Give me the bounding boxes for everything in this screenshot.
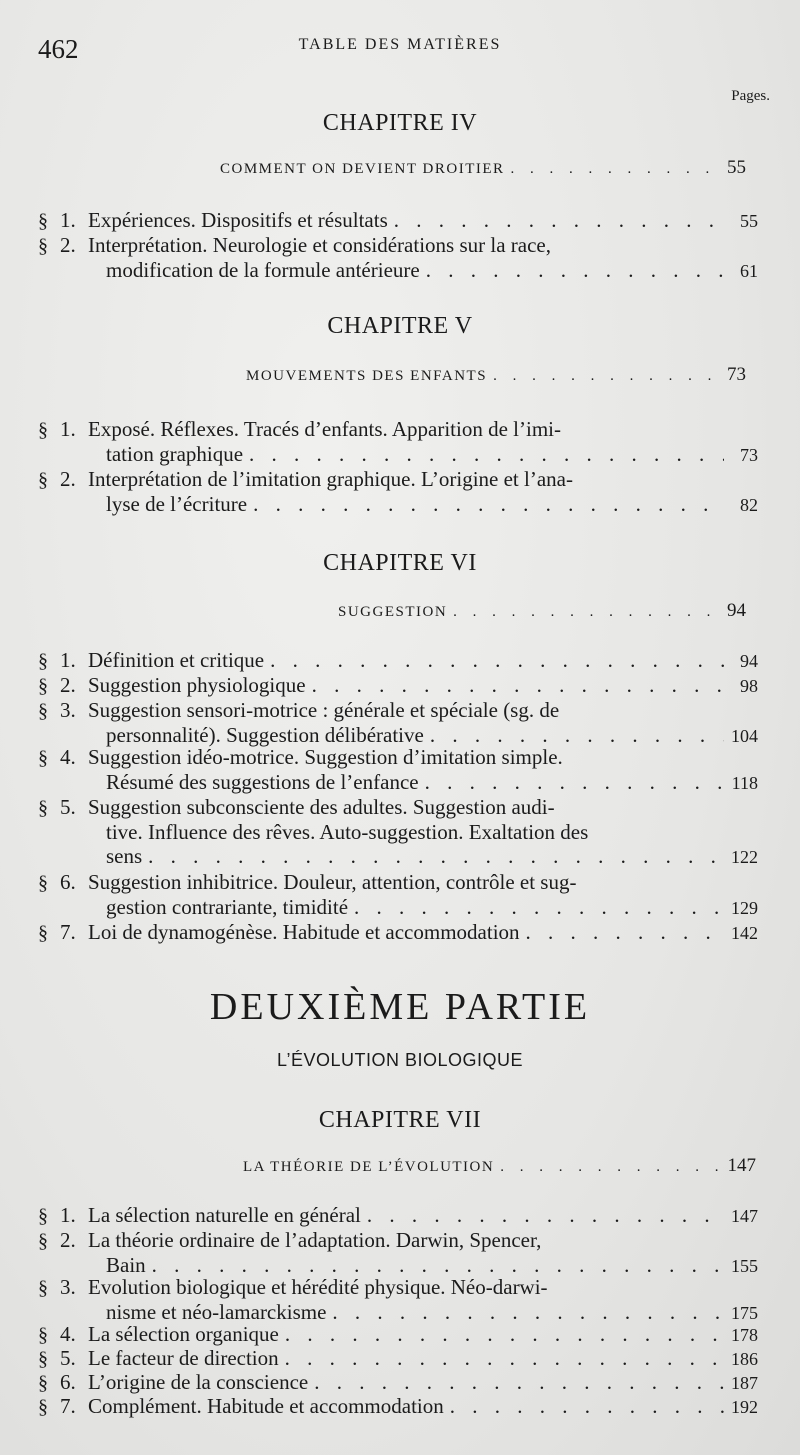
- chapter-title: CHAPITRE V: [327, 313, 473, 339]
- toc-entry-page: 142: [731, 923, 758, 943]
- toc-entry-text: gestion contrariante, timidité: [106, 895, 349, 919]
- toc-entry-page: 192: [731, 1397, 758, 1417]
- toc-entry: [38, 648, 758, 673]
- dot-leader: [450, 1394, 724, 1418]
- toc-entry-line: [38, 233, 758, 258]
- chapter-subtitle-page: 73: [727, 364, 746, 385]
- toc-entry-text: La théorie ordinaire de l’adaptation. Darwin, Spencer,: [88, 1228, 542, 1252]
- toc-entry-text: Suggestion physiologique: [88, 673, 306, 697]
- chapter-subtitle: [246, 364, 746, 386]
- dot-leader: [493, 368, 712, 385]
- toc-entry-text: nisme et néo-lamarckisme: [106, 1300, 327, 1324]
- toc-entry-page: 118: [731, 773, 758, 793]
- toc-entry: [38, 1203, 758, 1228]
- toc-entry: [38, 795, 758, 869]
- chapter-subtitle-page: 55: [727, 157, 746, 178]
- toc-entry-page: 73: [740, 445, 758, 465]
- toc-entry-page: 122: [731, 847, 758, 867]
- toc-entry-text: Exposé. Réflexes. Tracés d’enfants. Apparition de l’imi-: [88, 417, 561, 441]
- dot-leader: [332, 1300, 724, 1324]
- section-number: 5.: [60, 795, 76, 819]
- section-mark: §: [38, 700, 48, 722]
- toc-entry: [38, 673, 758, 698]
- dot-leader: [426, 258, 724, 282]
- pages-column-label: Pages.: [731, 88, 770, 104]
- chapter-subtitle-text: COMMENT ON DEVIENT DROITIER: [220, 161, 505, 177]
- toc-entry-line: [38, 1228, 758, 1253]
- toc-entry-continuation: [38, 770, 758, 795]
- dot-leader: [152, 1253, 724, 1277]
- toc-entry-line: [38, 1394, 758, 1419]
- section-mark: §: [38, 1372, 48, 1394]
- chapter-subtitle-text: SUGGESTION: [338, 604, 448, 620]
- chapter-subtitle-page: 147: [727, 1155, 756, 1176]
- toc-entry-page: 104: [731, 726, 758, 746]
- section-number: 3.: [60, 698, 76, 722]
- toc-entry-text: Interprétation. Neurologie et considérations sur la race,: [88, 233, 551, 257]
- section-number: 5.: [60, 1346, 76, 1370]
- toc-entry-line: [38, 417, 758, 442]
- chapter-title: CHAPITRE IV: [322, 110, 478, 136]
- toc-entry-text: modification de la formule antérieure: [106, 258, 420, 282]
- toc-entry-line: [38, 1346, 758, 1371]
- toc-entry-line: [38, 467, 758, 492]
- toc-entry-text: Le facteur de direction: [88, 1346, 279, 1370]
- chapter-subtitle: [243, 1155, 756, 1177]
- dot-leader: [312, 673, 724, 697]
- toc-entry-line: [38, 870, 758, 895]
- dot-leader: [526, 920, 724, 944]
- toc-entry-page: 187: [731, 1373, 758, 1393]
- toc-entry-text: Suggestion idéo-motrice. Suggestion d’imitation simple.: [88, 745, 563, 769]
- toc-entry-text: Résumé des suggestions de l’enfance: [106, 770, 419, 794]
- section-mark: §: [38, 235, 48, 257]
- section-mark: §: [38, 922, 48, 944]
- section-mark: §: [38, 797, 48, 819]
- toc-entry-text: tation graphique: [106, 442, 244, 466]
- toc-entry-line: [38, 208, 758, 233]
- toc-entry-page: 147: [731, 1206, 758, 1226]
- section-mark: §: [38, 1277, 48, 1299]
- chapter-subtitle-page: 94: [727, 600, 746, 621]
- toc-entry-line: [38, 795, 758, 820]
- toc-entry-text: Suggestion inhibitrice. Douleur, attention, contrôle et sug-: [88, 870, 577, 894]
- toc-entry: [38, 745, 758, 795]
- toc-entry-page: 129: [731, 898, 758, 918]
- section-mark: §: [38, 419, 48, 441]
- section-number: 2.: [60, 233, 76, 257]
- toc-entry: [38, 920, 758, 945]
- section-number: 2.: [60, 1228, 76, 1252]
- dot-leader: [314, 1370, 724, 1394]
- section-number: 6.: [60, 870, 76, 894]
- dot-leader: [270, 648, 724, 672]
- toc-entry-line: [38, 1370, 758, 1395]
- chapter-subtitle-text: MOUVEMENTS DES ENFANTS: [246, 368, 488, 384]
- toc-entry-text: Complément. Habitude et accommodation: [88, 1394, 444, 1418]
- section-number: 2.: [60, 467, 76, 491]
- section-number: 1.: [60, 208, 76, 232]
- toc-entry-text: Suggestion subconsciente des adultes. Suggestion audi-: [88, 795, 555, 819]
- toc-entry: [38, 870, 758, 920]
- toc-entry: [38, 1228, 758, 1278]
- section-mark: §: [38, 1396, 48, 1418]
- toc-entry-text: personnalité). Suggestion délibérative: [106, 723, 424, 747]
- dot-leader: [453, 604, 712, 621]
- dot-leader: [367, 1203, 724, 1227]
- page-number: 462: [38, 34, 79, 64]
- section-mark: §: [38, 872, 48, 894]
- toc-entry-text: La sélection naturelle en général: [88, 1203, 361, 1227]
- toc-entry: [38, 1370, 758, 1395]
- toc-entry-page: 94: [740, 651, 758, 671]
- section-number: 1.: [60, 417, 76, 441]
- section-mark: §: [38, 1205, 48, 1227]
- toc-entry: [38, 417, 758, 467]
- toc-entry-page: 61: [740, 261, 758, 281]
- section-number: 1.: [60, 648, 76, 672]
- section-number: 7.: [60, 920, 76, 944]
- part-subtitle: L’ÉVOLUTION BIOLOGIQUE: [276, 1050, 524, 1070]
- section-mark: §: [38, 1348, 48, 1370]
- section-number: 1.: [60, 1203, 76, 1227]
- toc-entry-continuation: [38, 492, 758, 517]
- toc-entry-text: Bain: [106, 1253, 146, 1277]
- running-title: TABLE DES MATIÈRES: [298, 36, 502, 53]
- dot-leader: [354, 895, 724, 919]
- toc-entry: [38, 698, 758, 748]
- chapter-subtitle: [338, 600, 746, 622]
- dot-leader: [285, 1346, 724, 1370]
- toc-entry-line: [38, 698, 758, 723]
- toc-entry: [38, 1346, 758, 1371]
- section-mark: §: [38, 210, 48, 232]
- section-mark: §: [38, 1324, 48, 1346]
- toc-entry-continuation: [38, 895, 758, 920]
- toc-entry-text: La sélection organique: [88, 1322, 279, 1346]
- toc-entry-page: 186: [731, 1349, 758, 1369]
- toc-entry: [38, 208, 758, 233]
- section-number: 7.: [60, 1394, 76, 1418]
- toc-entry-page: 155: [731, 1256, 758, 1276]
- section-number: 3.: [60, 1275, 76, 1299]
- toc-entry-line: [38, 745, 758, 770]
- dot-leader: [249, 442, 724, 466]
- toc-entry: [38, 1394, 758, 1419]
- dot-leader: [425, 770, 724, 794]
- chapter-subtitle: [220, 157, 746, 179]
- chapter-subtitle-text: LA THÉORIE DE L’ÉVOLUTION: [243, 1159, 495, 1175]
- chapter-title: CHAPITRE VI: [323, 550, 477, 576]
- toc-entry: [38, 1322, 758, 1347]
- toc-entry-page: 55: [740, 211, 758, 231]
- toc-entry-line: [38, 1275, 758, 1300]
- section-mark: §: [38, 1230, 48, 1252]
- section-mark: §: [38, 747, 48, 769]
- toc-entry-text: sens: [106, 844, 143, 868]
- toc-entry-continuation: [38, 820, 758, 844]
- section-number: 4.: [60, 745, 76, 769]
- toc-entry-text: Définition et critique: [88, 648, 265, 672]
- section-mark: §: [38, 650, 48, 672]
- toc-entry-text: Expériences. Dispositifs et résultats: [88, 208, 388, 232]
- toc-entry-page: 178: [731, 1325, 758, 1345]
- toc-entry-text: Loi de dynamogénèse. Habitude et accommodation: [88, 920, 520, 944]
- dot-leader: [511, 161, 712, 178]
- toc-entry-page: 82: [740, 495, 758, 515]
- dot-leader: [394, 208, 724, 232]
- toc-entry: [38, 233, 758, 283]
- section-number: 4.: [60, 1322, 76, 1346]
- toc-entry-continuation: [38, 258, 758, 283]
- dot-leader: [253, 492, 724, 516]
- toc-entry-page: 98: [740, 676, 758, 696]
- part-title: DEUXIÈME PARTIE: [209, 986, 591, 1028]
- toc-entry-line: [38, 1203, 758, 1228]
- toc-entry-page: 175: [731, 1303, 758, 1323]
- toc-entry-text: tive. Influence des rêves. Auto-suggestion. Exaltation des: [106, 820, 589, 844]
- toc-entry: [38, 467, 758, 517]
- toc-entry-text: Suggestion sensori-motrice : générale et spéciale (sg. de: [88, 698, 560, 722]
- toc-entry-line: [38, 673, 758, 698]
- toc-entry: [38, 1275, 758, 1325]
- toc-entry-text: lyse de l’écriture: [106, 492, 248, 516]
- toc-entry-continuation: [38, 844, 758, 869]
- toc-entry-line: [38, 920, 758, 945]
- section-number: 6.: [60, 1370, 76, 1394]
- toc-entry-text: Evolution biologique et hérédité physique. Néo-darwi-: [88, 1275, 548, 1299]
- toc-entry-line: [38, 648, 758, 673]
- toc-entry-text: L’origine de la conscience: [88, 1370, 309, 1394]
- section-mark: §: [38, 675, 48, 697]
- dot-leader: [285, 1322, 724, 1346]
- dot-leader: [430, 723, 724, 747]
- dot-leader: [500, 1159, 721, 1176]
- chapter-title: CHAPITRE VII: [318, 1107, 482, 1133]
- toc-entry-line: [38, 1322, 758, 1347]
- toc-entry-continuation: [38, 442, 758, 467]
- toc-entry-text: Interprétation de l’imitation graphique. L’origine et l’ana-: [88, 467, 573, 491]
- dot-leader: [148, 844, 724, 868]
- section-number: 2.: [60, 673, 76, 697]
- section-mark: §: [38, 469, 48, 491]
